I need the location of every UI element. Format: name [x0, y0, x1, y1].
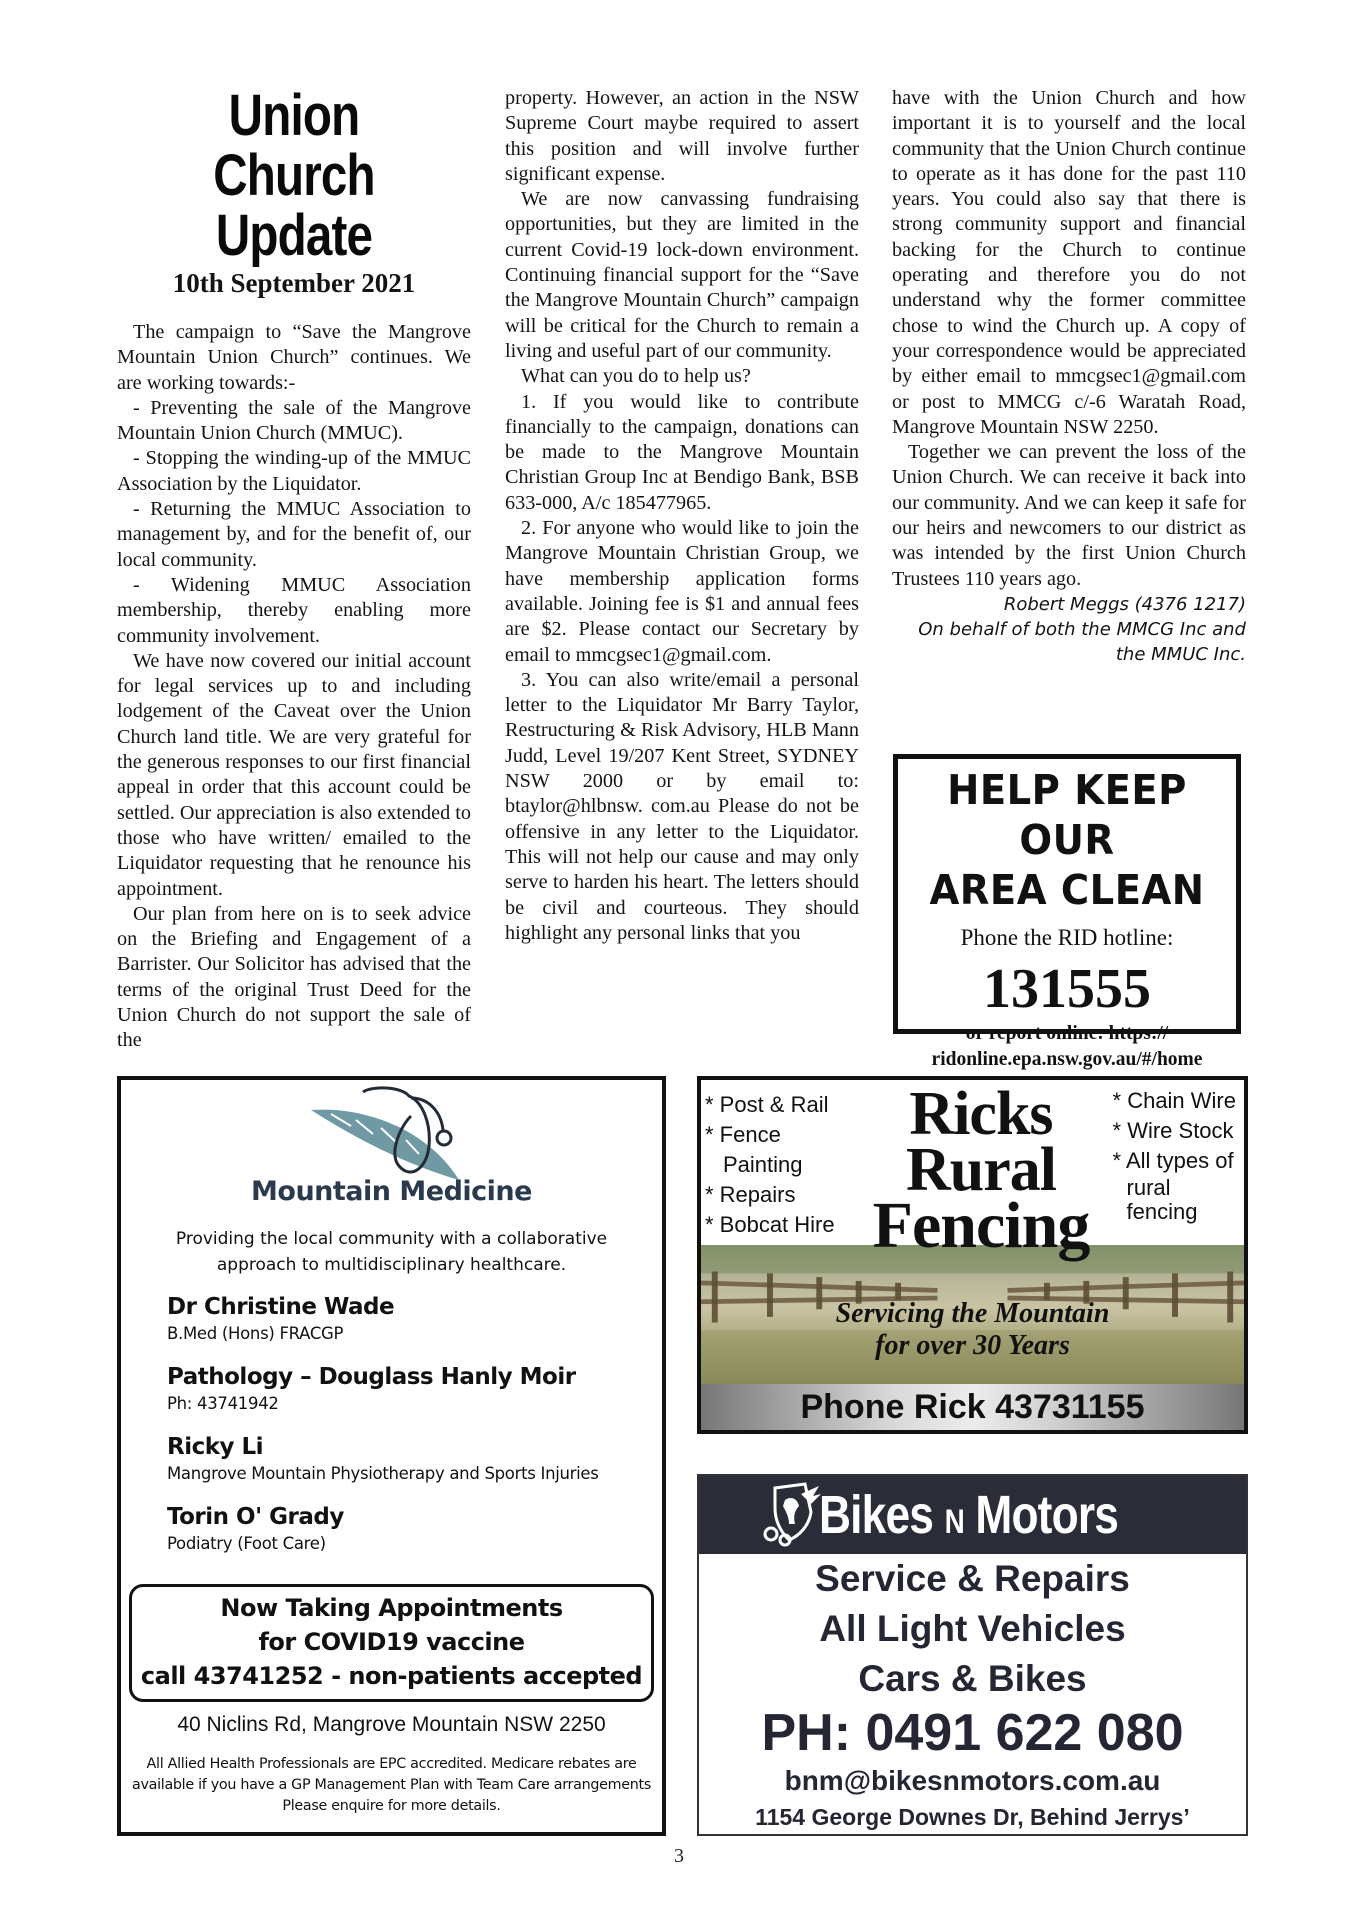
rid-hotline-ad [893, 754, 1241, 1070]
ricks-rural-fencing-ad [697, 1076, 1248, 1434]
paragraph: Our plan from here on is to seek advice on the Briefing and Engagement of a Barrister. Our Solicitor has advised that the terms of the original Trust Deed for the Union Church do not support the sale of the [117, 902, 471, 1052]
service-item: * Post & Rail [705, 1092, 829, 1117]
article-column-2 [505, 86, 859, 946]
services-list-right [1113, 1086, 1236, 1224]
bikes-brand [819, 1482, 1118, 1555]
bikes-phone[interactable]: PH: 0491 622 080 [761, 1704, 1184, 1762]
fine-print-line: Please enquire for more details. [282, 1798, 501, 1814]
paragraph: We are now canvassing fundraising opportunities, but they are limited in the current Covid-19 lock-down environment. Continuing financial support for the “Save the Mangrove Mountain Church” campaign will be critical for the Church to remain a living and useful part of our community. [505, 188, 859, 362]
staff-item [167, 1292, 652, 1346]
rid-hotline-number[interactable]: 131555 [983, 958, 1151, 1020]
article-headline [149, 83, 439, 268]
rid-online-url[interactable]: ridonline.epa.nsw.gov.au/#/home [931, 1049, 1203, 1070]
staff-item [167, 1362, 652, 1416]
medicine-tagline [141, 1226, 642, 1278]
staff-list [167, 1292, 652, 1572]
paragraph: - Preventing the sale of the Mangrove Mountain Union Church (MMUC). [117, 396, 471, 445]
staff-name: Pathology – Douglass Hanly Moir [167, 1364, 576, 1390]
staff-role: B.Med (Hons) FRACGP [167, 1324, 344, 1343]
paragraph: Together we can prevent the loss of the Union Church. We can receive it back into our community. And we can keep it safe for our heirs and newcomers to our district as was intended by the first Union Church Trustees 110 years ago. [892, 441, 1246, 590]
page-number: 3 [674, 1845, 684, 1867]
service-item: * Wire Stock [1112, 1118, 1234, 1143]
leaf-stethoscope-icon [261, 1084, 521, 1184]
brand-word: N [944, 1503, 964, 1541]
article-signature [892, 592, 1246, 667]
paragraph: - Returning the MMUC Association to management by, and for the benefit of, our local community. [117, 498, 471, 571]
bikes-n-motors-ad [697, 1474, 1248, 1836]
signature-line: the MMUC Inc. [1115, 643, 1246, 665]
title-line: Rural [906, 1136, 1056, 1204]
paragraph: 1. If you would like to contribute financially to the campaign, donations can be made to the Mangrove Mountain Christian Group Inc at Bendigo Bank, BSB 633-000, A/c 185477965. [505, 390, 859, 514]
bikes-email[interactable]: bnm@bikesnmotors.com.au [784, 1765, 1161, 1796]
paragraph: property. However, an action in the NSW Supreme Court maybe required to assert this position and will involve further significant expense. [505, 87, 859, 185]
bikes-address: 1154 George Downes Dr, Behind Jerrys’ [755, 1804, 1190, 1830]
covid-vaccine-callout [129, 1584, 654, 1702]
slogan-line: Servicing the Mountain [835, 1298, 1110, 1329]
service-item: rural [1126, 1175, 1171, 1200]
paragraph: We have now covered our initial account for legal services up to and including lodgement of the Caveat over the Union Church land title. We are very grateful for the generous responses to our first financial appeal in order that this account could be settled. Our appreciation is also extended to those who have written/ emailed to the Liquidator requesting that he renounce his appointment. [117, 649, 471, 900]
rid-online-link[interactable] [898, 1021, 1236, 1073]
fine-print-line: available if you have a GP Management Plan with Team Care arrangements [132, 1777, 651, 1793]
bikes-service-line: Service & Repairs [815, 1558, 1130, 1599]
rid-heading-line-2: AREA CLEAN [929, 866, 1205, 914]
paragraph: - Stopping the winding-up of the MMUC Association by the Liquidator. [117, 447, 471, 495]
service-item: * Bobcat Hire [705, 1212, 835, 1237]
fine-print-line: All Allied Health Professionals are EPC accredited. Medicare rebates are [146, 1756, 637, 1772]
covid-line: for COVID19 vaccine [258, 1628, 525, 1656]
covid-phone-line[interactable]: call 43741252 - non-patients accepted [140, 1662, 643, 1690]
paragraph: have with the Union Church and how important it is to yourself and the local community that the Union Church continue to operate as it has done for the past 110 years. You could also say that there is strong community support and financial backing for the Church to continue operating and therefore you do not understand why the former committee chose to wind the Church up. A copy of your correspondence would be appreciated by either email to mmcgsec1@gmail.com or post to MMCG c/-6 Waratah Road, Mangrove Mountain NSW 2250. [892, 87, 1246, 438]
staff-name: Ricky Li [167, 1434, 264, 1460]
title-line: Ricks [909, 1080, 1053, 1148]
signature-line: On behalf of both the MMCG Inc and [918, 618, 1246, 640]
covid-line: Now Taking Appointments [220, 1594, 563, 1622]
rid-heading-line-1: HELP KEEP OUR [947, 766, 1187, 864]
paragraph: 3. You can also write/email a personal letter to the Liquidator Mr Barry Taylor, Restructuring & Risk Advisory, HLB Mann Judd, Level 19/207 Kent Street, SYDNEY NSW 2000 or by email to: btaylor@hlbnsw. com.au Please do not be offensive in any letter to the Liquidator. This will not help our cause and may only serve to harden his heart. The letters should be civil and courteous. They should highlight any personal links that you [505, 668, 859, 944]
staff-role: Ph: 43741942 [167, 1394, 279, 1413]
fencing-title [851, 1080, 1111, 1262]
service-item: * Fence [705, 1122, 781, 1147]
rid-heading [908, 765, 1226, 915]
paragraph: The campaign to “Save the Mangrove Mountain Union Church” continues. We are working towards:- [117, 321, 471, 394]
pegasus-shield-gears-icon [761, 1482, 825, 1548]
service-item: * All types of [1112, 1148, 1234, 1173]
mountain-medicine-ad [117, 1076, 666, 1836]
article-date: 10th September 2021 [172, 268, 416, 298]
bikes-service-line: All Light Vehicles [819, 1608, 1126, 1649]
brand-word: Bikes [819, 1485, 934, 1545]
staff-role: Podiatry (Foot Care) [167, 1534, 326, 1553]
medicine-fine-print [131, 1754, 652, 1817]
paragraph: - Widening MMUC Association membership, thereby enabling more community involvement. [117, 573, 471, 647]
service-item: fencing [1126, 1199, 1198, 1224]
services-list-left [705, 1090, 835, 1240]
service-item: * Chain Wire [1112, 1088, 1236, 1113]
headline-line-1: Union Church [213, 83, 375, 208]
staff-role: Mangrove Mountain Physiotherapy and Sports Injuries [167, 1464, 599, 1483]
article-column-3 [892, 86, 1246, 667]
tagline-line: approach to multidisciplinary healthcare. [216, 1255, 567, 1275]
staff-name: Torin O' Grady [167, 1504, 344, 1530]
headline-line-2: Update [215, 203, 373, 268]
medicine-address: 40 Niclins Rd, Mangrove Mountain NSW 2250 [177, 1713, 606, 1736]
signature-name: Robert Meggs (4376 1217) [1003, 593, 1246, 615]
service-item: Painting [723, 1152, 803, 1177]
article-column-1 [117, 83, 471, 1054]
paragraph: 2. For anyone who would like to join the Mangrove Mountain Christian Group, we have membership application forms available. Joining fee is $1 and annual fees are $2. Please contact our Secretary by email to mmcgsec1@gmail.com. [505, 517, 859, 666]
mountain-medicine-brand: Mountain Medicine [251, 1176, 532, 1207]
brand-word: Motors [975, 1485, 1119, 1545]
bikes-service-line: Cars & Bikes [858, 1658, 1087, 1699]
tagline-line: Providing the local community with a collaborative [175, 1229, 608, 1249]
paragraph: What can you do to help us? [521, 365, 751, 388]
staff-item [167, 1502, 652, 1556]
slogan-line: for over 30 Years [875, 1330, 1070, 1361]
staff-name: Dr Christine Wade [167, 1294, 395, 1320]
service-item: * Repairs [705, 1182, 796, 1207]
rid-subtitle: Phone the RID hotline: [960, 925, 1174, 950]
title-line: Fencing [872, 1189, 1090, 1262]
bikes-header-bar [699, 1476, 1246, 1554]
rid-online-line-1: or report online: https:// [965, 1023, 1169, 1044]
fencing-phone[interactable]: Phone Rick 43731155 [701, 1384, 1244, 1430]
staff-item [167, 1432, 652, 1486]
fencing-slogan [701, 1298, 1244, 1362]
